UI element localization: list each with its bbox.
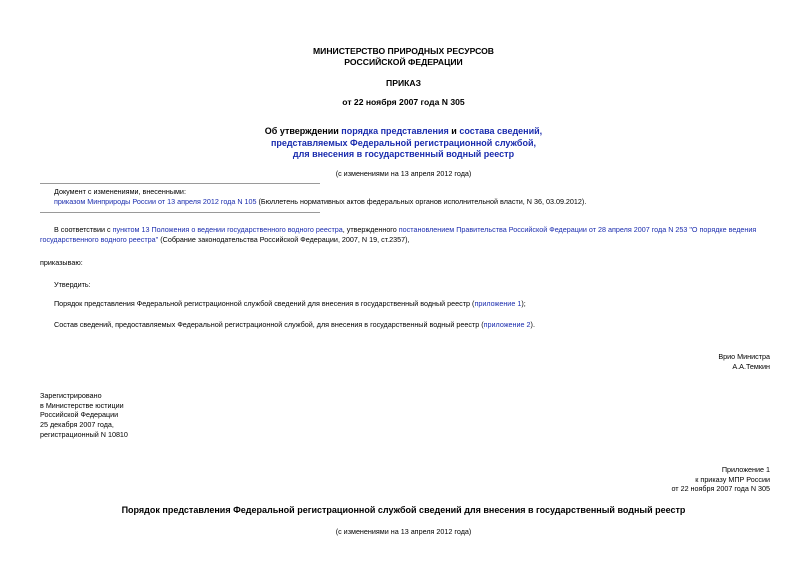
item-1-end: ); [521, 299, 526, 308]
top-rule [40, 183, 320, 184]
item-2-end: ). [530, 320, 535, 329]
appendix-line-2: к приказу МПР России [695, 474, 770, 484]
title-line-2[interactable]: представляемых Федеральной регистрационной службой, [270, 137, 537, 148]
resolution-link[interactable]: постановлением Правительства Российской Федерации от 28 апреля 2007 года N 253 "О порядке ведения [398, 225, 757, 234]
appendix-header [671, 465, 770, 494]
amending-order-link[interactable]: приказом Минприроды России от 13 апреля 2012 года N 105 [54, 196, 257, 206]
regulation-link[interactable]: пунктом 13 Положения о ведении государственного водного реестра [112, 225, 343, 234]
preamble-text: , утвержденного [342, 225, 399, 234]
resolution-link-cont[interactable]: государственного водного реестра" [40, 234, 159, 244]
registration-line: 25 декабря 2007 года, [40, 420, 114, 430]
ministry-name [0, 46, 807, 67]
registration-line: Российской Федерации [40, 410, 119, 420]
appendix-line-1: Приложение 1 [721, 465, 770, 474]
changes-line [54, 197, 754, 207]
item-2-text: Состав сведений, предоставляемых Федеральной регистрационной службой, для внесения в государственный водный реестр ( [54, 320, 484, 329]
changes-source: (Бюллетень нормативных актов федеральных органов исполнительной власти, N 36, 03.09.2012). [256, 196, 587, 206]
changes-label: Документ с изменениями, внесенными: [54, 187, 186, 196]
preamble-text: (Собрание законодательства Российской Федерации, 2007, N 19, ст.2357), [158, 234, 410, 244]
appendix-1-link[interactable]: приложение 1 [474, 299, 522, 308]
section-title: Порядок представления Федеральной регистрационной службой сведений для внесения в государственный водный реестр [121, 505, 686, 515]
registration-line: Зарегистрировано [40, 391, 102, 400]
registration-block [40, 391, 128, 440]
item-1 [54, 299, 774, 309]
item-2 [54, 320, 774, 330]
title-line-3[interactable]: для внесения в государственный водный реестр [292, 149, 515, 160]
ministry-line-1: МИНИСТЕРСТВО ПРИРОДНЫХ РЕСУРСОВ [313, 46, 494, 56]
order-text: приказываю: [40, 258, 83, 267]
order-date: от 22 ноября 2007 года N 305 [342, 97, 465, 107]
title-text: и [448, 126, 460, 136]
approve-text: Утвердить: [54, 280, 91, 289]
bottom-rule [40, 212, 320, 213]
title-line-1 [0, 126, 807, 138]
preamble-line-1 [40, 225, 772, 235]
appendix-line-3: от 22 ноября 2007 года N 305 [671, 484, 770, 494]
section-amendment-note: (с изменениями на 13 апреля 2012 года) [335, 527, 472, 536]
appendix-2-link[interactable]: приложение 2 [483, 320, 531, 329]
title-link-procedure[interactable]: порядка представления [341, 126, 449, 136]
signature [718, 352, 770, 371]
preamble-line-2 [40, 235, 772, 245]
preamble [40, 225, 772, 244]
signature-name: А.А.Темкин [732, 361, 770, 371]
signature-position: Врио Министра [718, 352, 770, 361]
preamble-text: В соответствии с [54, 225, 113, 234]
ministry-line-2: РОССИЙСКОЙ ФЕДЕРАЦИИ [344, 56, 463, 67]
registration-line: в Министерстве юстиции [40, 400, 124, 410]
registration-line: регистрационный N 10810 [40, 429, 128, 439]
title-link-composition[interactable]: состава сведений, [459, 126, 543, 136]
order-word: ПРИКАЗ [386, 78, 421, 88]
changes-box [54, 187, 754, 206]
amendment-note: (с изменениями на 13 апреля 2012 года) [335, 169, 472, 178]
title-text: Об утверждении [264, 126, 342, 136]
document-title [0, 126, 807, 161]
item-1-text: Порядок представления Федеральной регистрационной службой сведений для внесения в государственный водный реестр ( [54, 299, 475, 308]
